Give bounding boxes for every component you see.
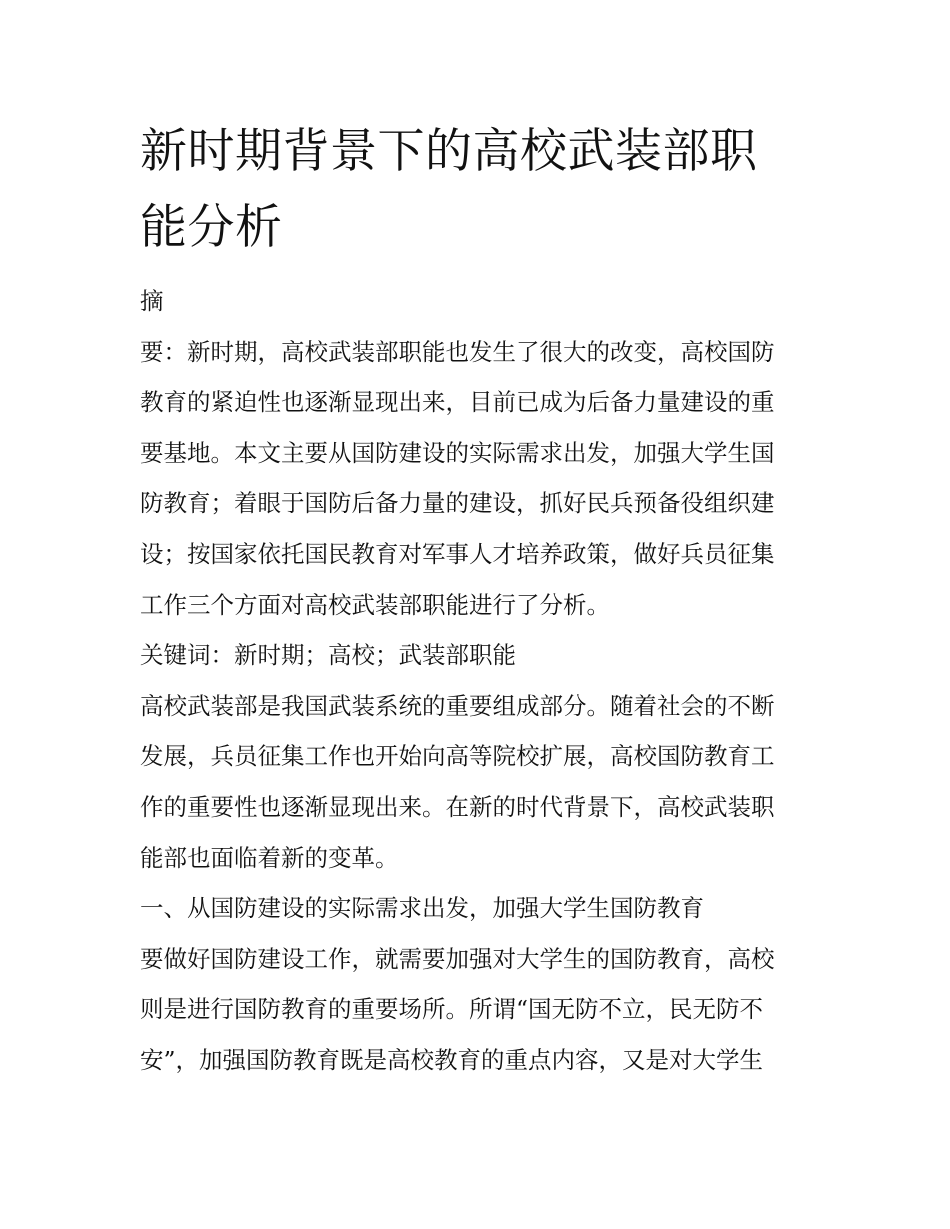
intro-line: 高校武装部是我国武装系统的重要组成部分。随着社会的不断 xyxy=(140,691,775,720)
section-1-heading: 一、从国防建设的实际需求出发，加强大学生国防教育 xyxy=(140,894,704,923)
abstract-line: 要：新时期，高校武装部职能也发生了很大的改变，高校国防 xyxy=(140,337,775,366)
section-1-line: 要做好国防建设工作，就需要加强对大学生的国防教育，高校 xyxy=(140,944,775,973)
document-body xyxy=(140,276,812,1086)
abstract-line: 要基地。本文主要从国防建设的实际需求出发，加强大学生国 xyxy=(140,438,775,467)
abstract-line: 设；按国家依托国民教育对军事人才培养政策，做好兵员征集 xyxy=(140,539,775,568)
section-1-line: 安”，加强国防教育既是高校教育的重点内容，又是对大学生 xyxy=(140,1045,764,1074)
section-1-line: 则是进行国防教育的重要场所。所谓“国无防不立，民无防不 xyxy=(140,995,764,1024)
title-line-1: 新时期背景下的高校武装部职 xyxy=(140,124,758,179)
intro-line: 发展，兵员征集工作也开始向高等院校扩展，高校国防教育工 xyxy=(140,742,775,771)
abstract-line: 防教育；着眼于国防后备力量的建设，抓好民兵预备役组织建 xyxy=(140,489,775,518)
abstract-line: 教育的紧迫性也逐渐显现出来，目前已成为后备力量建设的重 xyxy=(140,388,775,417)
document-title xyxy=(140,114,812,266)
abstract-line: 工作三个方面对高校武装部职能进行了分析。 xyxy=(140,590,610,619)
abstract-label: 摘 xyxy=(140,287,164,315)
intro-line: 作的重要性也逐渐显现出来。在新的时代背景下，高校武装职 xyxy=(140,792,775,821)
title-line-2: 能分析 xyxy=(140,200,283,255)
intro-line: 能部也面临着新的变革。 xyxy=(140,843,399,872)
keywords-line: 关键词：新时期；高校；武装部职能 xyxy=(140,641,516,670)
